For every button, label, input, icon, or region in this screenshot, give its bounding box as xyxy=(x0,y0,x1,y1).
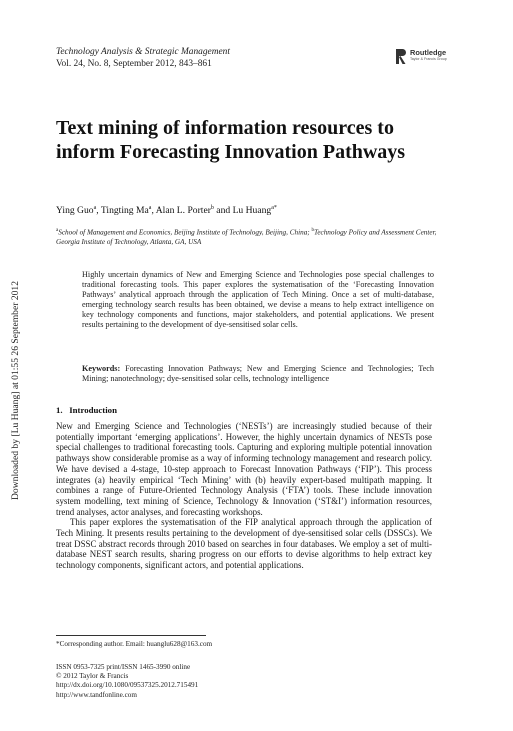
affiliation-text: Technology Policy and Assessment Center, Georgia Institute of Technology, Atlanta, GA, USA xyxy=(56,228,437,247)
copyright-line: © 2012 Taylor & Francis xyxy=(56,672,129,681)
website-link[interactable]: http://www.tandfonline.com xyxy=(56,690,137,699)
author-name[interactable]: Lu Huang xyxy=(232,205,272,217)
download-watermark-text: Downloaded by [Lu Huang] at 01:55 26 September 2012 xyxy=(10,280,21,500)
corresponding-author-footnote: *Corresponding author. Email: huanglu628@163.com xyxy=(56,640,213,648)
body-paragraph: New and Emerging Science and Technologies (‘NESTs’) are increasingly studied because of their potentially important ‘emerging applications’. However, the highly uncertain dynamics of NESTs pose special challenges to traditional forecasting tools. Capturing and exploring multiple potential innovation pathways show considerable promise as a way of informing technology management and research policy. We have devised a 4-stage, 10-step approach to Forecast Innovation Pathways (‘FIP’). This process integrates (a) heavily empirical ‘Tech Mining’ with (b) heavily expert-based multipath mapping. It combines a range of Future-Oriented Technology Analysis (‘FTA’) tools. These include innovation system modelling, text mining of Science, Technology & Innovation (‘ST&I’) information resources, trend analyses, actor analyses, and forecasting workshops. xyxy=(56,421,432,517)
issn-line: ISSN 0953-7325 print/ISSN 1465-3990 online xyxy=(56,663,191,671)
body-paragraph: This paper explores the systematisation of the FIP analytical approach through the application of Tech Mining. It presents results pertaining to the development of dye-sensitised solar cells (DSSCs). We treat DSSC abstract records through 2010 based on searches in four databases. We employ a set of multi-database NEST search results, sharing progress on our efforts to devise algorithms to help extract key technology components, significant actors, and potential applications. xyxy=(56,517,432,571)
section-number: 1. xyxy=(56,405,63,415)
journal-issue: Vol. 24, No. 8, September 2012, 843–861 xyxy=(56,59,212,69)
title-line: Text mining of information resources to xyxy=(56,117,394,139)
author-name[interactable]: Tingting Ma xyxy=(100,205,149,217)
journal-header xyxy=(56,46,230,70)
section-heading xyxy=(56,405,117,415)
keywords-label: Keywords: xyxy=(82,364,121,373)
section-title: Introduction xyxy=(69,405,117,415)
keywords-text: Forecasting Innovation Pathways; New and Emerging Science and Technologies; Tech Mining; nanotechnology; dye-sensitised solar cells, technology intelligence xyxy=(82,364,435,384)
publication-footer xyxy=(56,663,198,700)
article-title xyxy=(56,116,476,164)
author-affiliation-mark: a xyxy=(93,205,97,211)
journal-name: Technology Analysis & Strategic Management xyxy=(56,47,230,57)
publisher-name: Routledge xyxy=(410,48,447,57)
author-affiliation-mark: b xyxy=(210,205,214,211)
author-separator: , xyxy=(151,205,156,217)
affiliation-mark: b xyxy=(311,228,314,233)
affiliation-mark: a xyxy=(56,228,59,233)
keywords xyxy=(82,364,434,384)
publisher-subtitle: Taylor & Francis Group xyxy=(410,57,447,61)
routledge-r-logo-icon xyxy=(396,49,406,64)
affiliations xyxy=(56,226,446,247)
author-separator: , xyxy=(96,205,101,217)
author-list xyxy=(56,205,277,216)
abstract: Highly uncertain dynamics of New and Emerging Science and Technologies pose special challenges to traditional forecasting tools. This paper explores the systematisation of the ‘Forecasting Innovation Pathways’ analytical approach through the application of Tech Mining. Once a set of multi-database, emerging technology search results has been obtained, we devise a means to help extract intelligence on key technology components and functions, major stakeholders, and potential applications. We present results pertaining to the development of dye-sensitised solar cells. xyxy=(82,270,434,330)
affiliation-text: School of Management and Economics, Beijing Institute of Technology, Beijing, China; xyxy=(58,228,312,237)
doi-link[interactable]: http://dx.doi.org/10.1080/09537325.2012.715491 xyxy=(56,681,199,690)
author-name[interactable]: Alan L. Porter xyxy=(155,205,211,217)
author-affiliation-mark: a xyxy=(148,205,152,211)
footnote-divider xyxy=(56,635,206,636)
author-separator: and xyxy=(213,205,233,217)
download-watermark xyxy=(10,200,24,500)
author-name[interactable]: Ying Guo xyxy=(56,205,94,217)
body-text xyxy=(56,421,432,571)
title-line: inform Forecasting Innovation Pathways xyxy=(56,141,406,163)
publisher-logo[interactable] xyxy=(396,49,447,64)
author-affiliation-mark: a* xyxy=(271,205,277,211)
